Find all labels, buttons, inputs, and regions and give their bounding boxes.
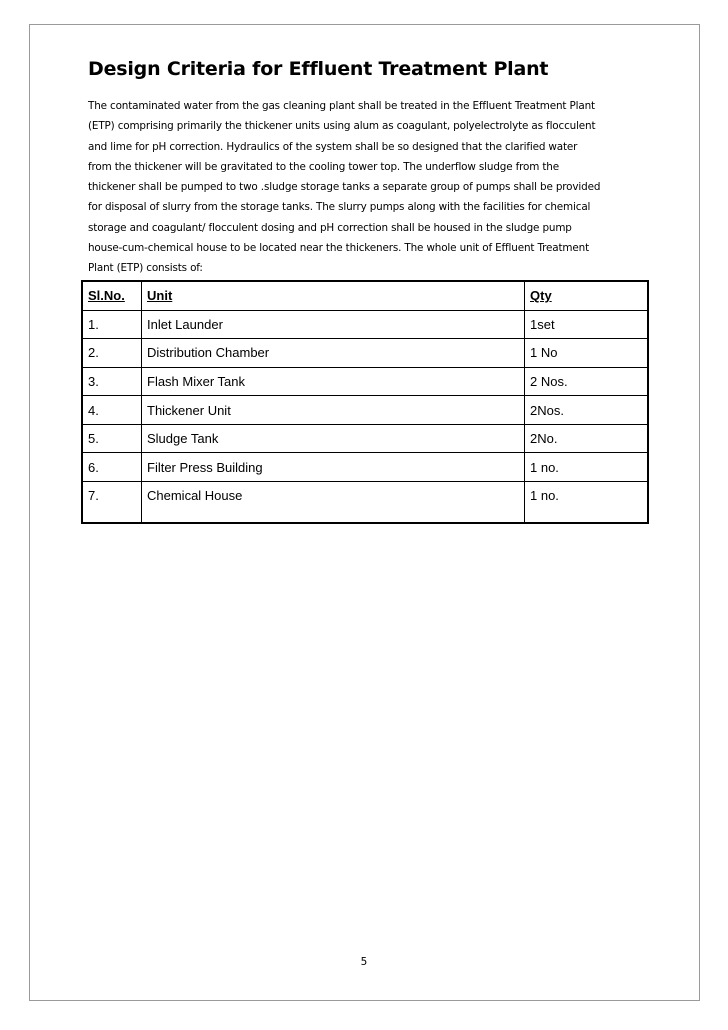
table-row [82,310,648,339]
units-table [81,280,649,524]
cell-sl-no: 4. [82,396,142,425]
intro-line: house-cum-chemical house to be located near the thickeners. The whole unit of Effluent Treatment [88,242,590,255]
cell-qty: 2Nos. [525,396,649,425]
cell-unit: Chemical House [142,482,525,524]
cell-unit: Sludge Tank [142,424,525,453]
intro-line: Plant (ETP) consists of: [88,262,203,275]
cell-qty: 1set [525,310,649,339]
header-qty: Qty [525,281,649,310]
table-header-row [82,281,648,310]
intro-paragraph [88,96,648,279]
cell-unit: Thickener Unit [142,396,525,425]
cell-sl-no: 7. [82,482,142,524]
cell-sl-no: 3. [82,367,142,396]
intro-line: The contaminated water from the gas cleaning plant shall be treated in the Effluent Treatment Plant [88,100,595,112]
table-row [82,396,648,425]
table-row [82,482,648,524]
cell-unit: Filter Press Building [142,453,525,482]
intro-line: and lime for pH correction. Hydraulics of the system shall be so designed that the clarified water [88,140,578,153]
table-row [82,367,648,396]
cell-qty: 2 Nos. [525,367,649,396]
cell-qty: 1 no. [525,482,649,524]
cell-unit: Distribution Chamber [142,339,525,368]
cell-sl-no: 6. [82,453,142,482]
intro-line: from the thickener will be gravitated to the cooling tower top. The underflow sludge from the [88,160,559,173]
intro-line: storage and coagulant/ flocculent dosing and pH correction shall be housed in the sludge pump [88,221,572,234]
intro-line: (ETP) comprising primarily the thickener units using alum as coagulant, polyelectrolyte as flocculent [88,120,596,133]
header-sl-no: Sl.No. [82,281,142,310]
cell-qty: 1 No [525,339,649,368]
table-row [82,424,648,453]
page-number: 5 [360,956,368,968]
cell-sl-no: 2. [82,339,142,368]
table-row [82,339,648,368]
intro-line: for disposal of slurry from the storage tanks. The slurry pumps along with the facilities for chemical [88,201,591,214]
header-unit: Unit [142,281,525,310]
table-row [82,453,648,482]
intro-line: thickener shall be pumped to two .sludge storage tanks a separate group of pumps shall be provided [88,181,601,194]
cell-sl-no: 1. [82,310,142,339]
cell-qty: 1 no. [525,453,649,482]
cell-unit: Flash Mixer Tank [142,367,525,396]
page-title: Design Criteria for Effluent Treatment Plant [88,58,549,80]
cell-unit: Inlet Launder [142,310,525,339]
cell-sl-no: 5. [82,424,142,453]
cell-qty: 2No. [525,424,649,453]
